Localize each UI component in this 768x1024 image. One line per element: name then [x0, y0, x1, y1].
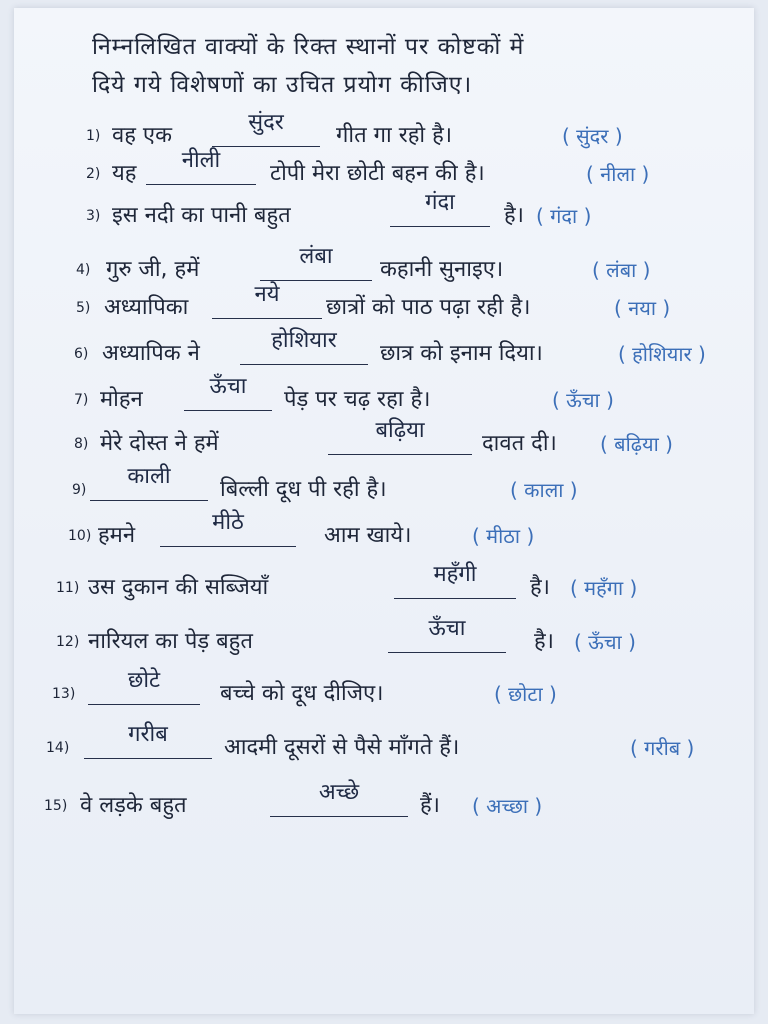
exercise-row-5 [14, 282, 754, 328]
answer-blank [388, 616, 506, 653]
handwritten-answer: लंबा [299, 244, 333, 269]
hint-word: ( महँगा ) [570, 576, 638, 600]
answer-blank [212, 110, 320, 147]
hint-word: ( ऊँचा ) [552, 388, 614, 412]
hint-word: ( लंबा ) [592, 258, 651, 282]
exercise-row-2 [14, 148, 754, 194]
instructions-line-2: दिये गये विशेषणों का उचित प्रयोग कीजिए। [92, 72, 473, 98]
sentence-before: मोहन [100, 387, 143, 412]
sentence-before: उस दुकान की सब्जियाँ [88, 575, 269, 600]
exercise-row-9 [14, 464, 754, 510]
exercise-row-1 [14, 110, 754, 156]
handwritten-answer: महँगी [433, 562, 477, 587]
handwritten-answer: नीली [181, 148, 221, 173]
handwritten-answer: होशियार [271, 328, 337, 353]
sentence-after: बिल्ली दूध पी रही है। [220, 477, 387, 502]
item-number: 8) [74, 436, 89, 452]
handwritten-answer: गरीब [128, 722, 168, 747]
hint-word: ( सुंदर ) [562, 124, 623, 148]
handwritten-answer: बढ़िया [375, 418, 425, 443]
handwritten-answer: अच्छे [318, 780, 360, 805]
hint-word: ( काला ) [510, 478, 578, 502]
worksheet-page [14, 8, 754, 1014]
handwritten-answer: छोटे [127, 668, 161, 693]
exercise-row-4 [14, 244, 754, 290]
handwritten-answer: ऊँचा [428, 616, 466, 641]
sentence-after: दावत दी। [482, 431, 557, 456]
exercise-row-15 [14, 780, 754, 826]
hint-word: ( गरीब ) [630, 736, 695, 760]
sentence-before: नारियल का पेड़ बहुत [88, 629, 253, 654]
sentence-after: है। [504, 203, 525, 228]
answer-blank [390, 190, 490, 227]
hint-word: ( ऊँचा ) [574, 630, 636, 654]
sentence-before: इस नदी का पानी बहुत [112, 203, 291, 228]
sentence-before: वह एक [112, 123, 172, 148]
sentence-before: गुरु जी, हमें [106, 257, 200, 282]
answer-blank [260, 244, 372, 281]
answer-blank [212, 282, 322, 319]
answer-blank [394, 562, 516, 599]
sentence-after: बच्चे को दूध दीजिए। [220, 681, 384, 706]
answer-blank [90, 464, 208, 501]
instructions-heading [92, 28, 732, 104]
sentence-after: पेड़ पर चढ़ रहा है। [284, 387, 431, 412]
sentence-after: टोपी मेरा छोटी बहन की है। [270, 161, 485, 186]
item-number: 11) [56, 580, 80, 596]
answer-blank [146, 148, 256, 185]
hint-word: ( अच्छा ) [472, 794, 543, 818]
item-number: 13) [52, 686, 76, 702]
sentence-after: कहानी सुनाइए। [380, 257, 504, 282]
item-number: 3) [86, 208, 101, 224]
sentence-after: है। [530, 575, 551, 600]
sentence-before: मेरे दोस्त ने हमें [100, 431, 219, 456]
sentence-after: छात्र को इनाम दिया। [380, 341, 543, 366]
answer-blank [88, 668, 200, 705]
hint-word: ( नीला ) [586, 162, 650, 186]
exercise-row-12 [14, 616, 754, 662]
sentence-before: यह [112, 161, 137, 186]
answer-blank [240, 328, 368, 365]
answer-blank [270, 780, 408, 817]
item-number: 15) [44, 798, 68, 814]
sentence-after: गीत गा रहो है। [336, 123, 453, 148]
exercise-row-13 [14, 668, 754, 714]
sentence-before: हमने [98, 523, 136, 548]
item-number: 10) [68, 528, 92, 544]
hint-word: ( छोटा ) [494, 682, 557, 706]
sentence-after: छात्रों को पाठ पढ़ा रही है। [326, 295, 531, 320]
hint-word: ( होशियार ) [618, 342, 706, 366]
sentence-after: आदमी दूसरों से पैसे माँगते हैं। [224, 735, 460, 760]
item-number: 12) [56, 634, 80, 650]
handwritten-answer: मीठे [212, 510, 244, 535]
exercise-row-8 [14, 418, 754, 464]
exercise-row-7 [14, 374, 754, 420]
sentence-before: अध्यापिक ने [102, 341, 200, 366]
exercise-row-14 [14, 722, 754, 768]
answer-blank [84, 722, 212, 759]
answer-blank [184, 374, 272, 411]
item-number: 4) [76, 262, 91, 278]
handwritten-answer: ऊँचा [209, 374, 247, 399]
sentence-before: अध्यापिका [104, 295, 189, 320]
instructions-line-1: निम्नलिखित वाक्यों के रिक्त स्थानों पर कोष्टकों में [92, 34, 525, 60]
item-number: 7) [74, 392, 89, 408]
exercise-row-11 [14, 562, 754, 608]
answer-blank [160, 510, 296, 547]
hint-word: ( गंदा ) [536, 204, 592, 228]
sentence-after: है। [534, 629, 555, 654]
item-number: 9) [72, 482, 87, 498]
sentence-after: आम खाये। [324, 523, 412, 548]
handwritten-answer: सुंदर [248, 110, 284, 135]
hint-word: ( नया ) [614, 296, 671, 320]
hint-word: ( बढ़िया ) [600, 432, 673, 456]
item-number: 1) [86, 128, 101, 144]
sentence-after: हैं। [420, 793, 441, 818]
sentence-before: वे लड़के बहुत [80, 793, 187, 818]
item-number: 6) [74, 346, 89, 362]
item-number: 2) [86, 166, 101, 182]
handwritten-answer: नये [254, 282, 280, 307]
exercise-row-10 [14, 510, 754, 556]
exercise-row-3 [14, 190, 754, 236]
item-number: 14) [46, 740, 70, 756]
handwritten-answer: काली [127, 464, 171, 489]
handwritten-answer: गंदा [425, 190, 455, 215]
hint-word: ( मीठा ) [472, 524, 535, 548]
answer-blank [328, 418, 472, 455]
exercise-row-6 [14, 328, 754, 374]
item-number: 5) [76, 300, 91, 316]
